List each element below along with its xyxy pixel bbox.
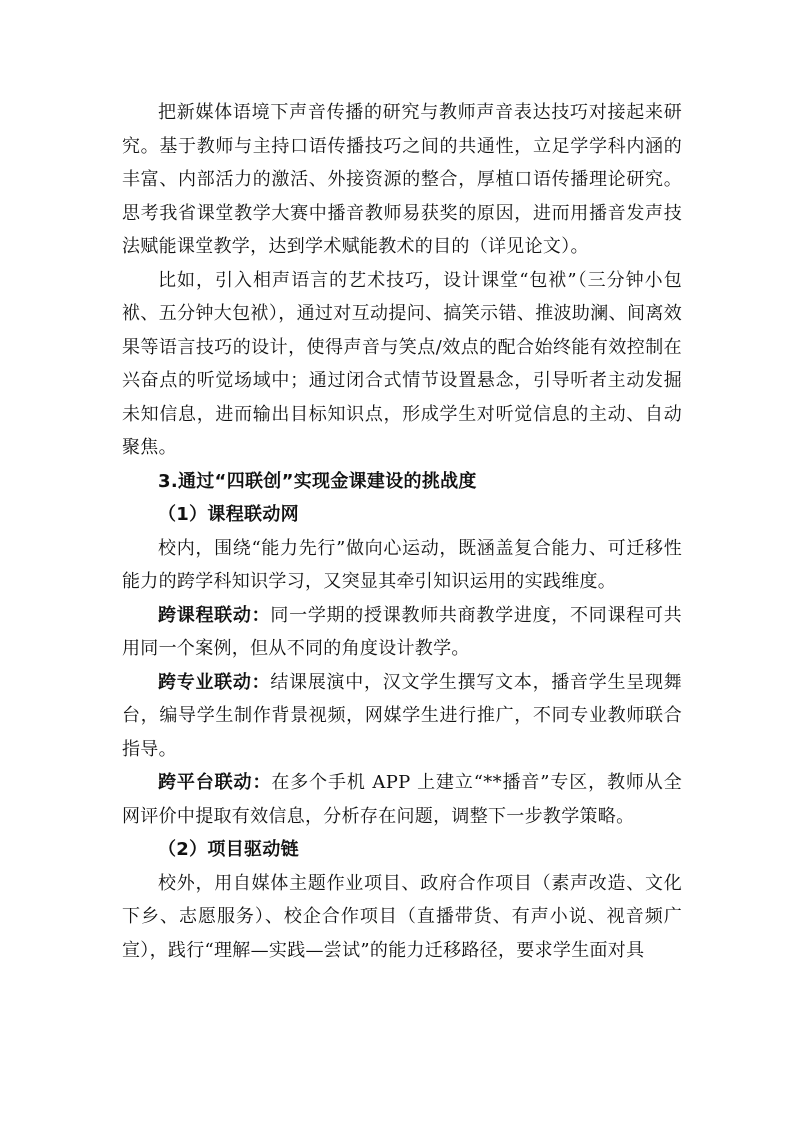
paragraph-cross-major: [122, 666, 682, 767]
paragraph-crosstalk: 比如，引入相声语言的艺术技巧，设计课堂“包袱”（三分钟小包袱、五分钟大包袱），通过对互动提问、搞笑示错、推波助澜、间离效果等语言技巧的设计，使得声音与笑点/效点的配合始终能有效控制在兴奋点的听觉场域中；通过闭合式情节设置悬念，引导听者主动发掘未知信息，进而输出目标知识点，形成学生对听觉信息的主动、自动聚焦。: [122, 269, 682, 458]
cross-platform-text: 在多个手机 APP 上建立“**播音”专区，教师从全网评价中提取有效信息，分析存在问题，调整下一步教学策略。: [122, 772, 682, 827]
cross-major-lead: 跨专业联动：: [158, 671, 271, 693]
cross-major-text: 结课展演中，汉文学生撰写文本，播音学生呈现舞台，编导学生制作背景视频，网媒学生进行推广，不同专业教师联合指导。: [122, 671, 682, 760]
cross-course-lead: 跨课程联动：: [158, 604, 271, 626]
document-body: [122, 96, 682, 967]
paragraph-cross-platform: [122, 766, 682, 833]
cross-platform-lead: 跨平台联动：: [158, 772, 272, 793]
subheading-project-chain: （2）项目驱动链: [158, 839, 299, 860]
subheading-course-network: （1）课程联动网: [158, 504, 299, 525]
paragraph-off-campus: 校外，用自媒体主题作业项目、政府合作项目（素声改造、文化下乡、志愿服务）、校企合作项目（直播带货、有声小说、视音频广宣），践行“理解—实践—尝试”的能力迁移路径，要求学生面对具: [122, 872, 682, 961]
paragraph-on-campus: 校内，围绕“能力先行”做向心运动，既涵盖复合能力、可迁移性能力的跨学科知识学习，又突显其牵引知识运用的实践维度。: [122, 537, 682, 592]
paragraph-cross-course: [122, 599, 682, 666]
paragraph-research: 把新媒体语境下声音传播的研究与教师声音表达技巧对接起来研究。基于教师与主持口语传播技巧之间的共通性，立足学学科内涵的丰富、内部活力的激活、外接资源的整合，厚植口语传播理论研究。思考我省课堂教学大赛中播音教师易获奖的原因，进而用播音发声技法赋能课堂教学，达到学术赋能教术的目的（详见论文）。: [122, 102, 682, 257]
section-heading: 3.通过“四联创”实现金课建设的挑战度: [158, 470, 477, 492]
cross-course-text: 同一学期的授课教师共商教学进度，不同课程可共用同一个案例，但从不同的角度设计教学。: [122, 604, 682, 659]
